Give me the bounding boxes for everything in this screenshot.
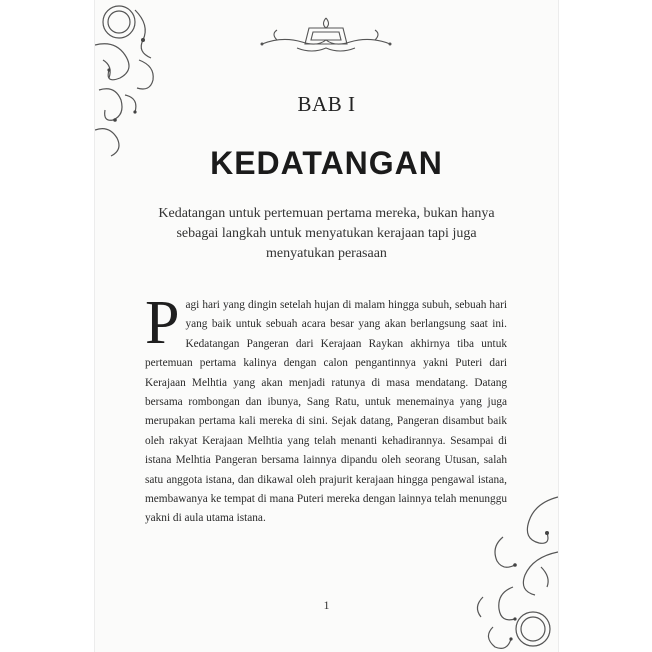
floral-corner-ornament-icon	[95, 0, 165, 160]
chapter-title: KEDATANGAN	[210, 145, 443, 181]
body-text: agi hari yang dingin setelah hujan di malam hingga subuh, sebuah hari yang baik untuk sebuah acara besar yang akan berlangsung saat ini. Kedatangan Pangeran dari Kerajaan Raykan akhirnya tiba untuk pertemuan pertama kalinya dengan calon pengantinnya yakni Puteri dari Kerajaan Melhtia yang akan menjadi ratunya di masa mendatang. Datang bersama rombongan dan ibunya, Sang Ratu, untuk menemainya yang juga merupakan pertama kali mereka di sini. Sejak datang, Pangeran disambut baik oleh rakyat Kerajaan Melhtia yang telah menanti kehadirannya. Sesampai di istana Melhtia Pangeran bersama lainnya dipandu oleh seorang Utusan, salah satu anggota istana, dan dikawal oleh prajurit kerajaan hingga pengawal istana, membawanya ke tempat di mana Puteri mereka dengan lainnya telah menunggu yakni di aula utama istana.	[145, 299, 507, 525]
drop-cap: P	[145, 289, 180, 357]
chapter-label: BAB I	[297, 92, 356, 116]
book-page	[95, 0, 558, 652]
body-paragraph	[145, 289, 507, 529]
scroll-flourish-ornament-icon	[257, 14, 395, 58]
page-number: 1	[323, 598, 330, 612]
chapter-subtitle: Kedatangan untuk pertemuan pertama mereka, bukan hanya sebagai langkah untuk menyatukan kerajaan tapi juga menyatukan perasaan	[158, 206, 495, 261]
floral-corner-ornament-icon	[463, 477, 558, 652]
